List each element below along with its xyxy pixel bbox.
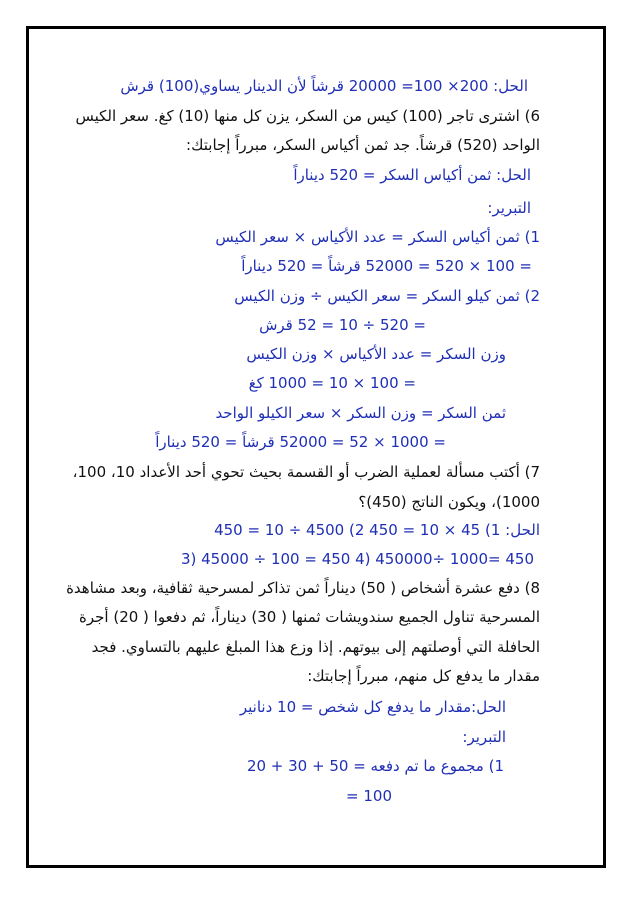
question-7-line-1: 7) أكتب مسألة لعملية الضرب أو القسمة بحيث تحوي أحد الأعداد 10، 100، (72, 463, 540, 481)
equation-line: = 100 × 520 = 52000 قرشاً = 520 ديناراً (241, 257, 532, 275)
solution-7-line-2: 3) 45000 ÷ 100 = 450 4) 450000÷ 1000= 450 (180, 550, 534, 568)
solution-7-line-1: الحل: 1) 45 × 10 = 450 2) 4500 ÷ 10 = 450 (214, 521, 540, 539)
equation-line: = 100 (346, 787, 392, 805)
question-6-line-2: الواحد (520) قرشاً. جد ثمن أكياس السكر، مبرراً إجابتك: (186, 136, 540, 154)
question-8-line-3: الحافلة التي أوصلتهم إلى بيوتهم. إذا وزع هذا المبلغ عليهم بالتساوي. فجد (91, 638, 540, 656)
step-2-line: 2) ثمن كيلو السكر = سعر الكيس ÷ وزن الكيس (234, 287, 540, 305)
solution-line: الحل: 200× 100= 20000 قرشاً لأن الدينار يساوي(100) قرش (120, 77, 528, 95)
answer-line: الحل: ثمن أكياس السكر = 520 ديناراً (293, 166, 531, 184)
answer-line: الحل:مقدار ما يدفع كل شخص = 10 دنانير (239, 698, 506, 716)
question-6-line-1: 6) اشترى تاجر (100) كيس من السكر، يزن كل منها (10) كغ. سعر الكيس (75, 107, 540, 125)
weight-line: وزن السكر = عدد الأكياس × وزن الكيس (246, 345, 506, 363)
justification-label: التبرير: (487, 199, 531, 217)
equation-line: = 100 × 10 = 1000 كغ (248, 374, 416, 392)
equation-line: = 520 ÷ 10 = 52 قرش (259, 316, 426, 334)
question-7-line-2: 1000)، ويكون الناتج (450)؟ (358, 493, 540, 511)
price-line: ثمن السكر = وزن السكر × سعر الكيلو الواحد (215, 404, 506, 422)
step-1-line: 1) ثمن أكياس السكر = عدد الأكياس × سعر الكيس (215, 228, 540, 246)
question-8-line-4: مقدار ما يدفع كل منهم، مبرراً إجابتك: (307, 667, 540, 685)
justification-label: التبرير: (462, 728, 506, 746)
step-1-line: 1) مجموع ما تم دفعه = 50 + 30 + 20 (246, 757, 504, 775)
question-8-line-1: 8) دفع عشرة أشخاص ( 50) ديناراً ثمن تذاكر لمسرحية ثقافية، وبعد مشاهدة (66, 579, 540, 597)
question-8-line-2: المسرحية تناول الجميع سندويشات ثمنها ( 30) ديناراً، ثم دفعوا ( 20) أجرة (78, 608, 540, 626)
equation-line: = 1000 × 52 = 52000 قرشاً = 520 ديناراً (155, 433, 446, 451)
